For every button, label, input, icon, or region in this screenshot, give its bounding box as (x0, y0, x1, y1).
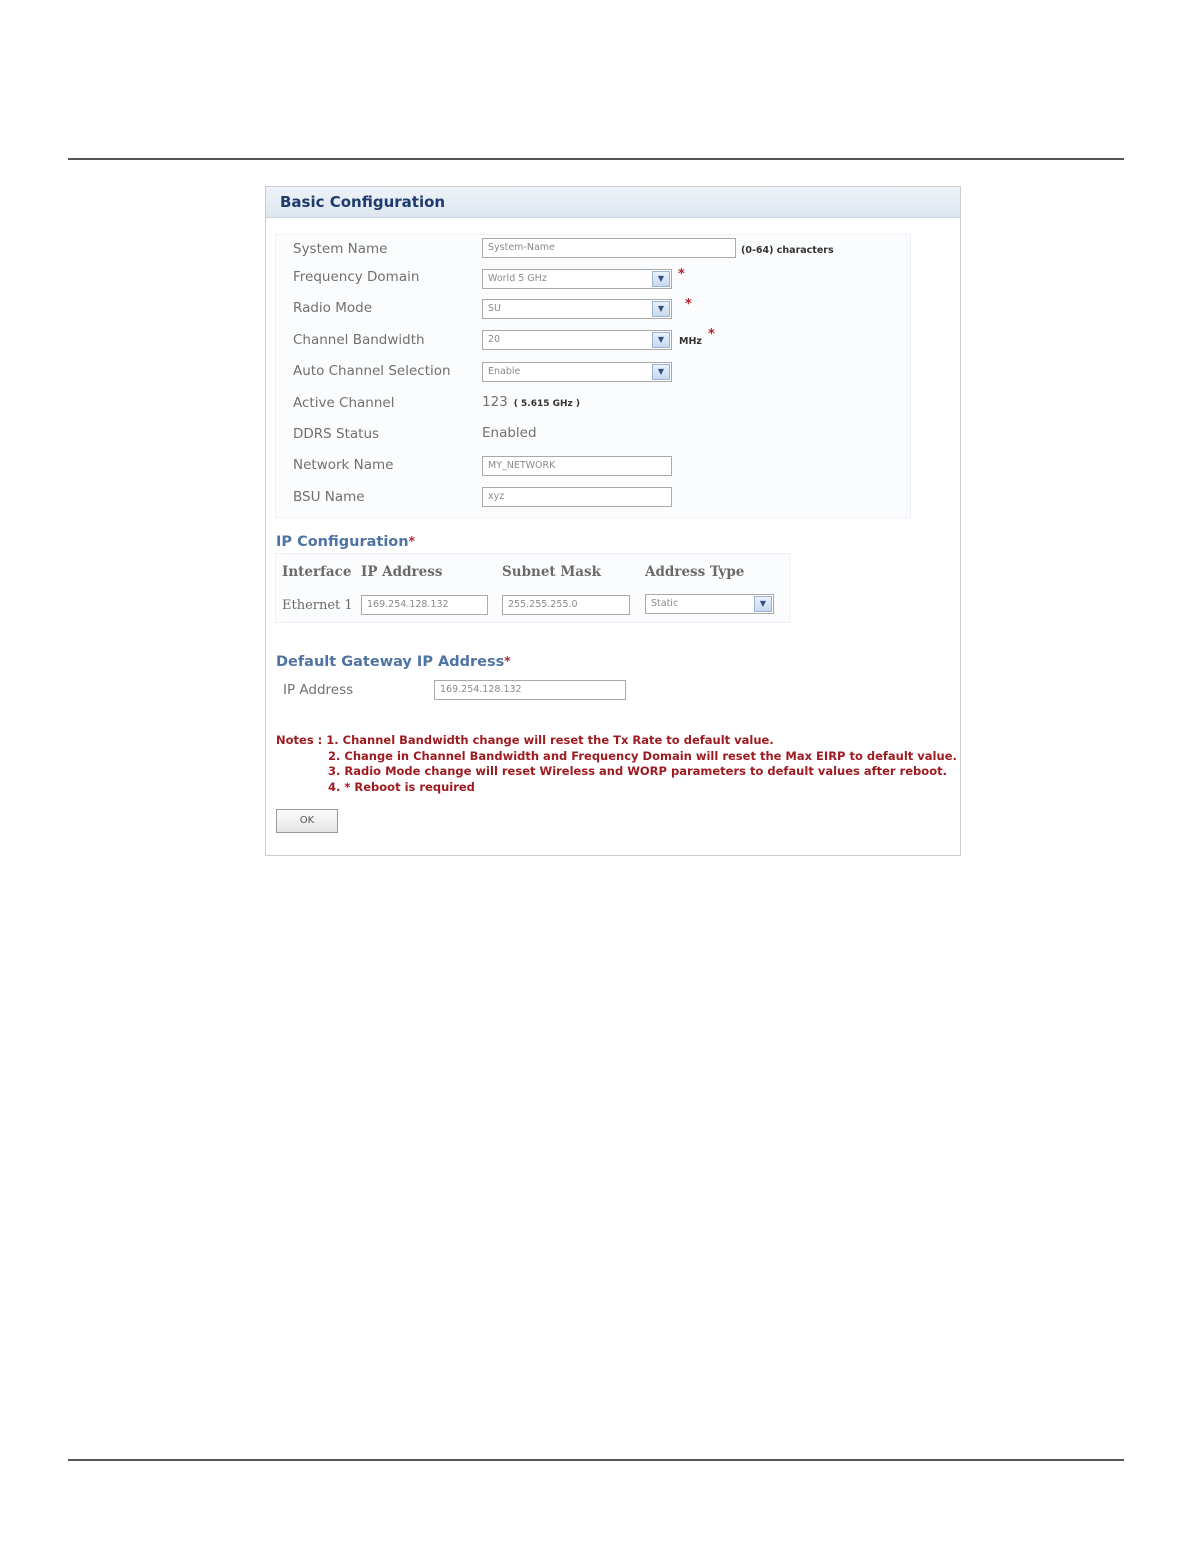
active-channel-value (482, 394, 580, 410)
active-channel-number: 123 (482, 394, 508, 410)
gateway-ip-input[interactable]: 169.254.128.132 (434, 680, 626, 700)
channel-bandwidth-label: Channel Bandwidth (293, 332, 425, 348)
panel-title: Basic Configuration (280, 193, 446, 211)
required-marker: * (504, 654, 511, 668)
radio-mode-select[interactable] (482, 299, 672, 319)
ip-address-header: IP Address (361, 564, 443, 580)
default-gateway-title (276, 654, 511, 670)
footer-rule (68, 1459, 1124, 1461)
interface-ip-input[interactable]: 169.254.128.132 (361, 595, 488, 615)
default-gateway-title-text: Default Gateway IP Address (276, 654, 505, 670)
gateway-ip-label: IP Address (283, 682, 354, 698)
required-marker: * (708, 327, 715, 342)
system-name-hint: (0-64) characters (741, 245, 834, 256)
required-marker: * (678, 267, 685, 282)
active-channel-frequency: ( 5.615 GHz ) (513, 399, 581, 409)
channel-bandwidth-row (293, 329, 853, 353)
system-name-input[interactable]: System-Name (482, 238, 736, 258)
bsu-name-label: BSU Name (293, 489, 365, 505)
note-1: Notes : 1. Channel Bandwidth change will reset the Tx Rate to default value. (276, 733, 774, 747)
channel-bandwidth-select[interactable] (482, 330, 672, 350)
address-type-select[interactable] (645, 594, 774, 614)
panel-header (266, 187, 960, 218)
note-4: 4. * Reboot is required (328, 779, 475, 794)
auto-channel-value: Enable (488, 366, 521, 377)
ok-button[interactable]: OK (276, 809, 338, 833)
active-channel-label: Active Channel (293, 395, 395, 411)
frequency-domain-select[interactable] (482, 269, 672, 289)
ip-configuration-title-text: IP Configuration (276, 534, 409, 550)
basic-form (275, 234, 911, 518)
basic-configuration-panel (265, 186, 961, 856)
ddrs-status-value: Enabled (482, 425, 537, 441)
system-name-row (293, 238, 853, 262)
ip-configuration-title (276, 534, 415, 550)
notes (276, 733, 957, 795)
network-name-label: Network Name (293, 457, 394, 473)
interface-value: Ethernet 1 (282, 598, 353, 613)
chevron-down-icon[interactable]: ▼ (652, 301, 670, 317)
ddrs-status-label: DDRS Status (293, 426, 380, 442)
interface-header: Interface (282, 564, 352, 580)
bsu-name-input[interactable]: xyz (482, 487, 672, 507)
note-3: 3. Radio Mode change will reset Wireless and WORP parameters to default values after reboot. (328, 764, 947, 778)
channel-bandwidth-unit: MHz (679, 336, 702, 347)
auto-channel-label: Auto Channel Selection (293, 363, 451, 379)
frequency-domain-value: World 5 GHz (488, 273, 547, 284)
network-name-input[interactable]: MY_NETWORK (482, 456, 672, 476)
channel-bandwidth-value: 20 (488, 334, 501, 345)
frequency-domain-label: Frequency Domain (293, 269, 420, 285)
note-2: 2. Change in Channel Bandwidth and Frequency Domain will reset the Max EIRP to default value. (328, 748, 957, 763)
bsu-name-row (293, 486, 853, 510)
active-channel-row (293, 392, 853, 416)
auto-channel-select[interactable] (482, 362, 672, 382)
required-marker: * (408, 534, 415, 548)
subnet-mask-header: Subnet Mask (502, 564, 601, 580)
required-marker: * (685, 297, 692, 312)
radio-mode-label: Radio Mode (293, 300, 373, 316)
address-type-header: Address Type (645, 564, 745, 580)
radio-mode-row (293, 297, 853, 321)
auto-channel-row (293, 360, 853, 384)
chevron-down-icon[interactable]: ▼ (652, 364, 670, 380)
chevron-down-icon[interactable]: ▼ (652, 332, 670, 348)
ddrs-status-row (293, 423, 853, 447)
ip-configuration-table (275, 553, 790, 623)
system-name-label: System Name (293, 241, 388, 257)
radio-mode-value: SU (488, 303, 501, 314)
address-type-value: Static (651, 598, 679, 609)
frequency-domain-row (293, 266, 853, 290)
subnet-mask-input[interactable]: 255.255.255.0 (502, 595, 630, 615)
network-name-row (293, 454, 853, 478)
chevron-down-icon[interactable]: ▼ (754, 596, 772, 612)
header-rule (68, 158, 1124, 160)
chevron-down-icon[interactable]: ▼ (652, 271, 670, 287)
